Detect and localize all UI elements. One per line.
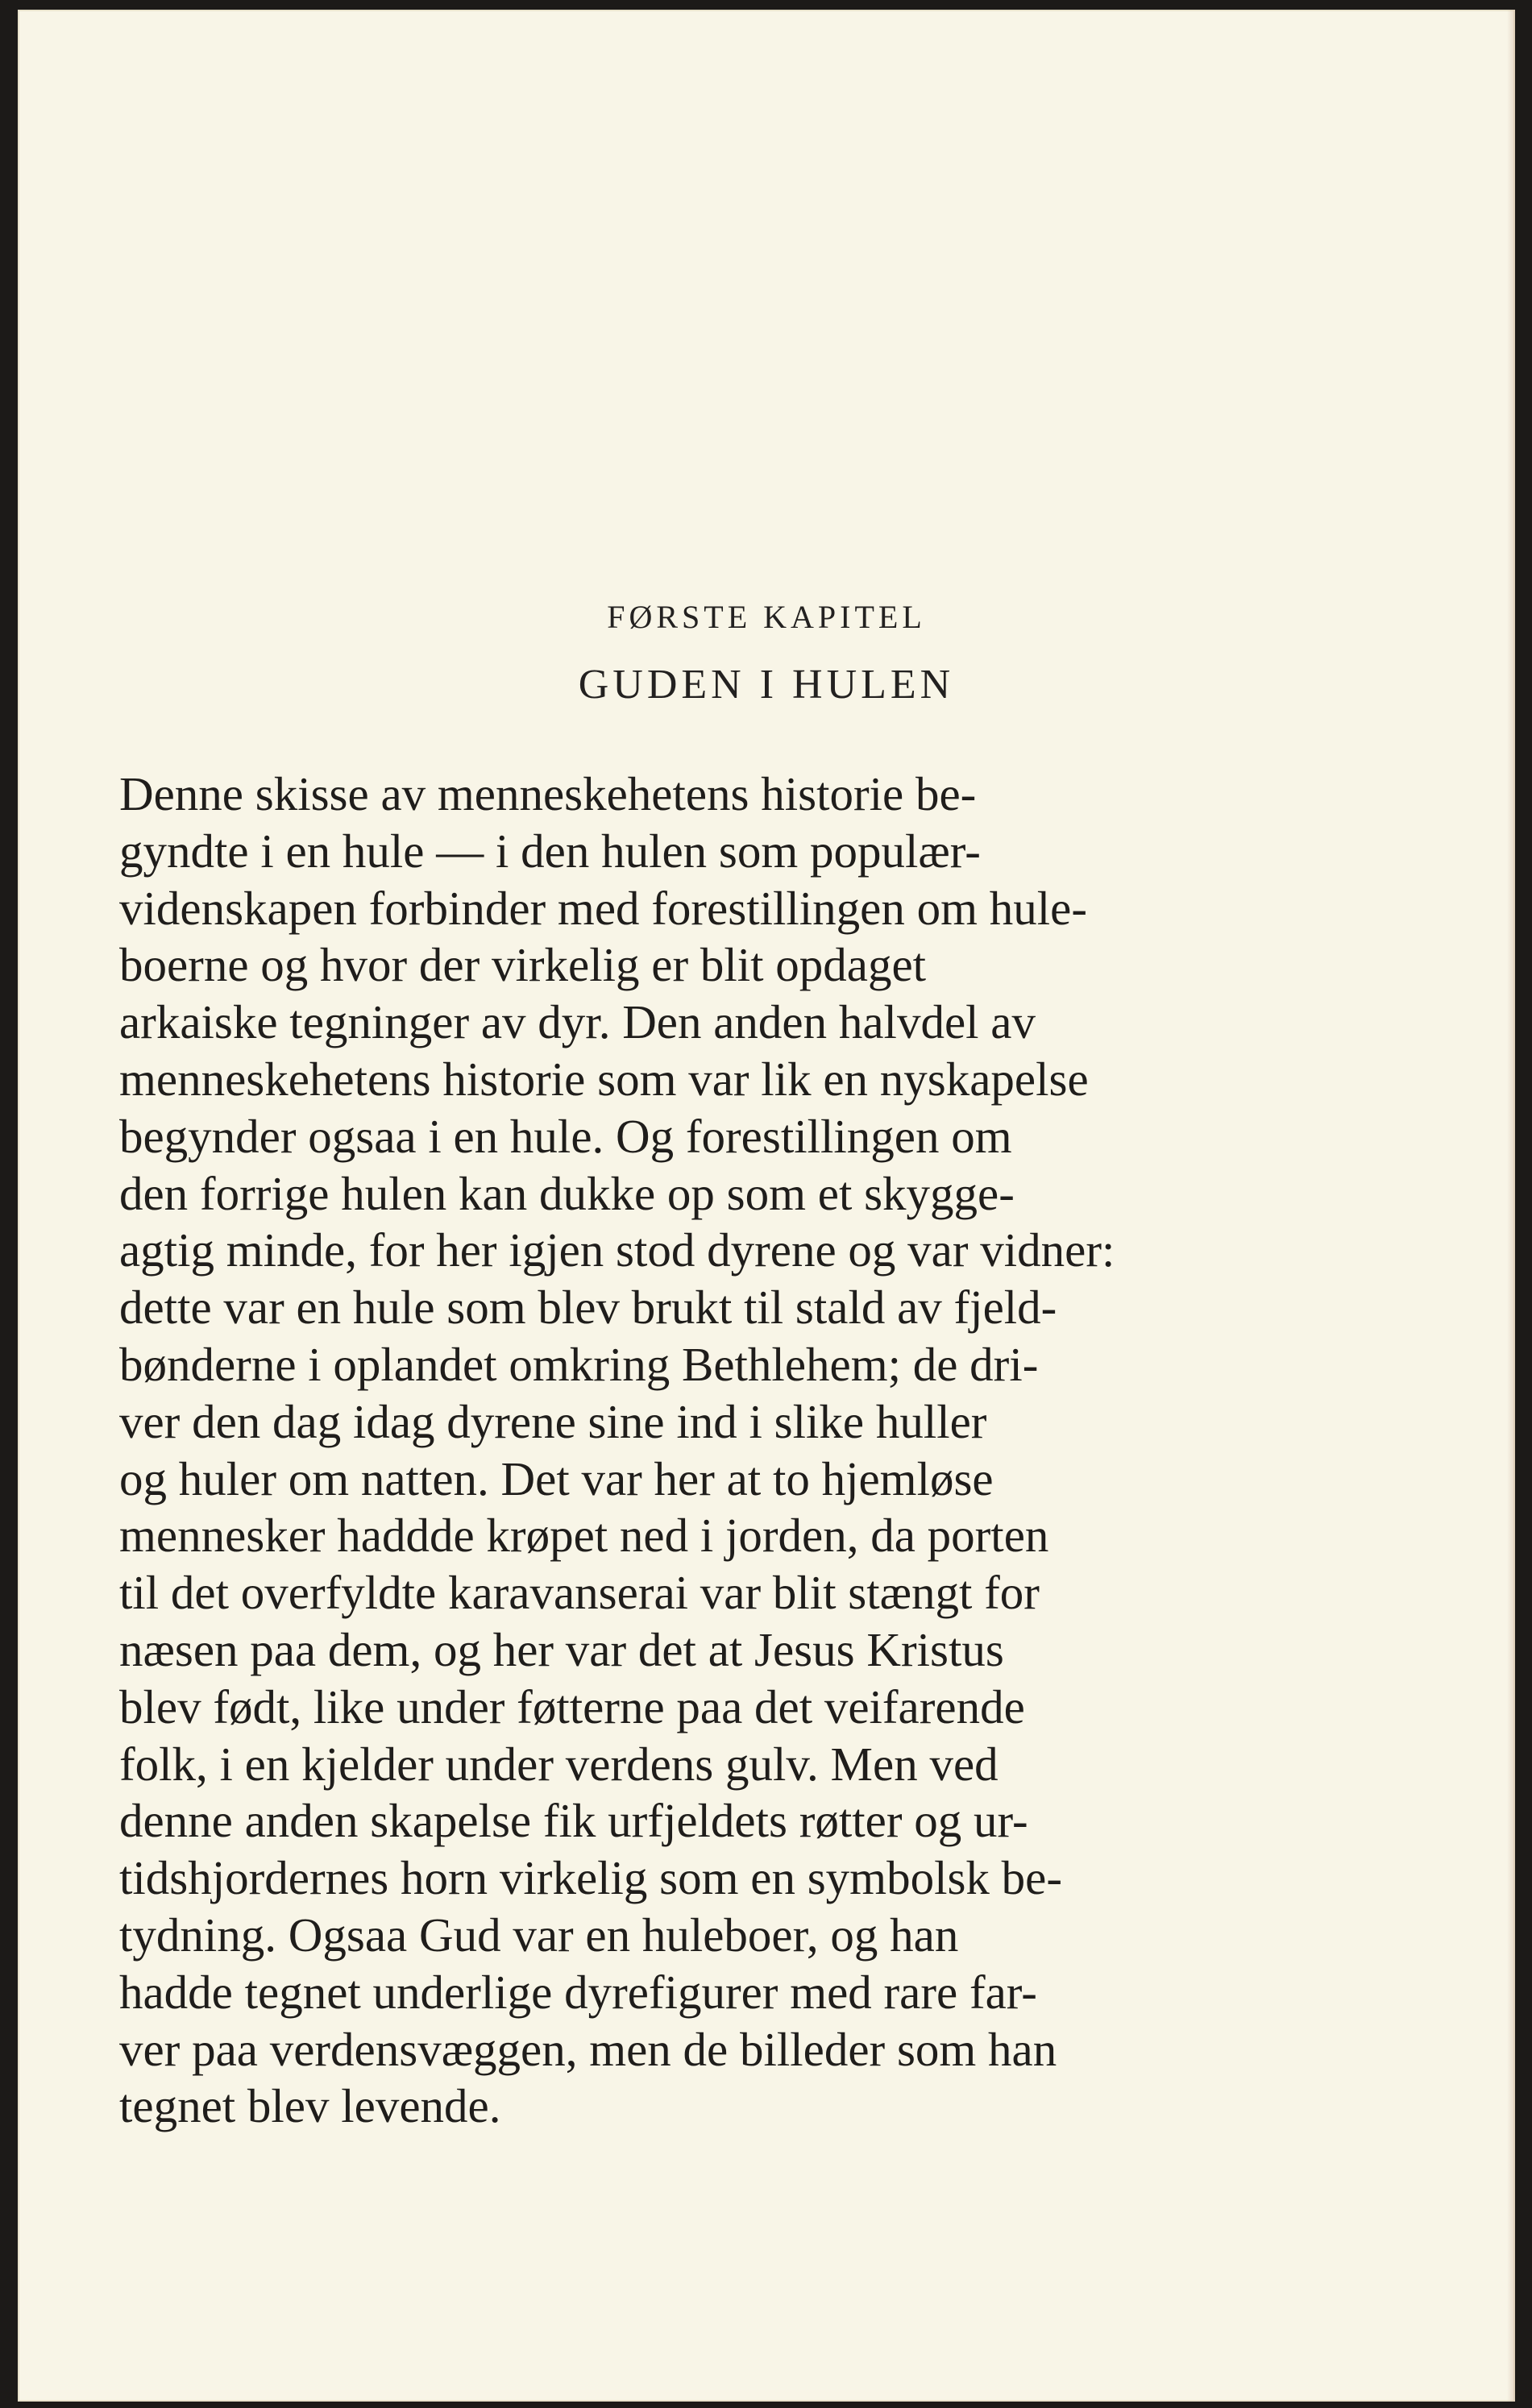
text-line: til det overfyldte karavanserai var blit stængt for [119,1566,1040,1620]
body-paragraph [119,766,1294,2135]
page-edge-tint [1507,10,1515,2402]
text-line: Denne skisse av menneskehetens historie be- [119,767,977,820]
text-line: menneskehetens historie som var lik en nyskapelse [119,1052,1089,1106]
text-line: videnskapen forbinder med forestillingen om hule- [119,881,1087,935]
text-line: begynder ogsaa i en hule. Og forestillingen om [119,1109,1012,1163]
text-line: tegnet blev levende. [119,2079,501,2133]
text-line: tydning. Ogsaa Gud var en huleboer, og han [119,1908,959,1962]
text-line: tidshjordernes horn virkelig som en symbolsk be- [119,1851,1063,1905]
text-line: folk, i en kjelder under verdens gulv. Men ved [119,1737,998,1791]
text-line: mennesker haddde krøpet ned i jorden, da porten [119,1509,1049,1563]
text-line: denne anden skapelse fik urfjeldets røtter og ur- [119,1794,1028,1848]
text-line: agtig minde, for her igjen stod dyrene og var vidner: [119,1223,1115,1277]
text-line: ver paa verdensvæggen, men de billeder som han [119,2022,1057,2076]
chapter-label: FØRSTE KAPITEL [607,599,926,635]
text-line: den forrige hulen kan dukke op som et skygge- [119,1166,1015,1220]
text-line: gyndte i en hule — i den hulen som populær- [119,824,981,878]
text-line: ver den dag idag dyrene sine ind i slike huller [119,1394,987,1448]
text-line: bønderne i oplandet omkring Bethlehem; de dri- [119,1337,1039,1391]
chapter-title: GUDEN I HULEN [578,662,955,708]
text-line: arkaiske tegninger av dyr. Den anden halvdel av [119,995,1036,1049]
text-line: dette var en hule som blev brukt til stald av fjeld- [119,1281,1057,1335]
text-line: hadde tegnet underlige dyrefigurer med rare far- [119,1965,1037,2019]
text-line: blev født, like under føtterne paa det veifarende [119,1679,1025,1733]
text-line: boerne og hvor der virkelig er blit opdaget [119,938,927,992]
text-line: næsen paa dem, og her var det at Jesus Kristus [119,1622,1004,1676]
book-page [18,10,1515,2402]
text-line: og huler om natten. Det var her at to hjemløse [119,1451,994,1505]
